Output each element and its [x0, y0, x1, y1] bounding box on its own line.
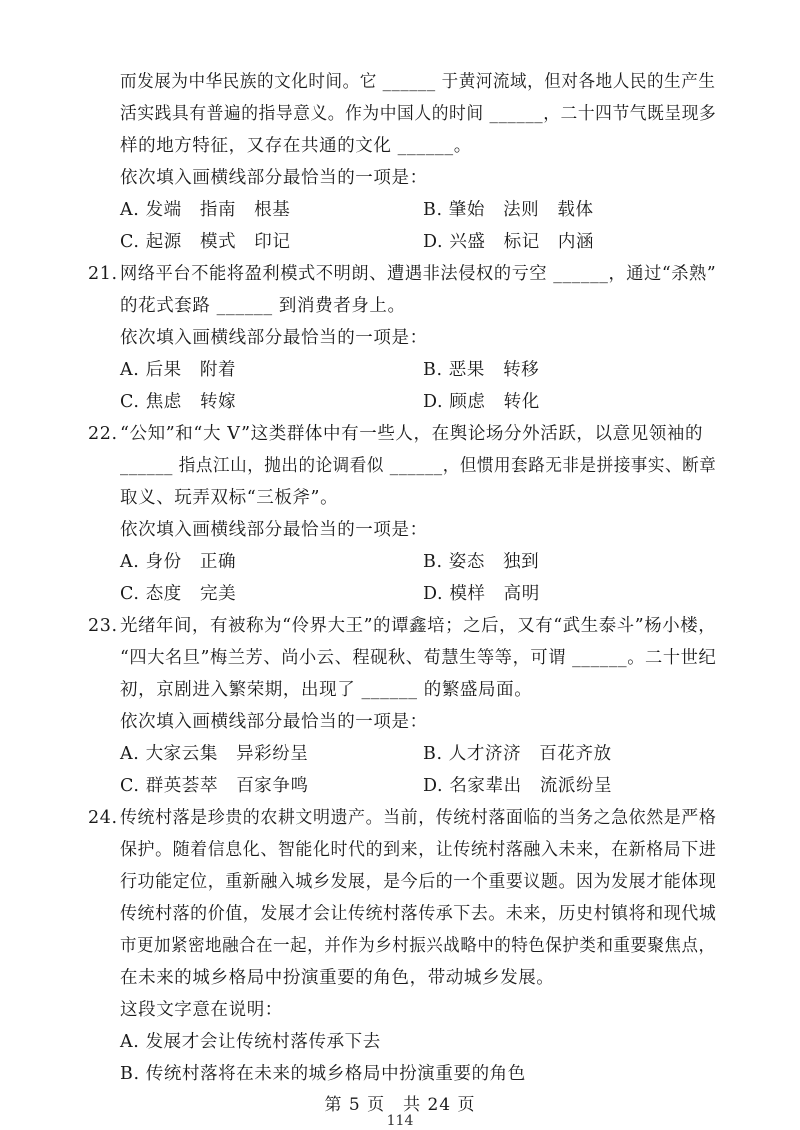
q24-option-b: B. 传统村落将在未来的城乡格局中扮演重要的角色	[120, 1064, 526, 1084]
q24-line-3: 行功能定位，重新融入城乡发展，是今后的一个重要议题。因为发展才能体现	[120, 872, 717, 892]
q22-prompt: 依次填入画横线部分最恰当的一项是：	[120, 520, 428, 540]
q24-line-4: 传统村落的价值，发展才会让传统村落传承下去。未来，历史村镇将和现代城	[120, 904, 717, 924]
q22-line-2: ______ 指点江山，抛出的论调看似 ______，但惯用套路无非是拼接事实、断章	[120, 456, 717, 476]
q21-option-d: D. 顾虑 转化	[423, 392, 540, 412]
q24-option-a: A. 发展才会让传统村落传承下去	[120, 1032, 381, 1052]
q23-number: 23.	[88, 616, 118, 636]
q22-line-3: 取义、玩弄双标“三板斧”。	[120, 488, 339, 508]
page-number: 114	[386, 1113, 414, 1129]
q23-option-a: A. 大家云集 异彩纷呈	[120, 744, 309, 764]
q24-line-6: 在未来的城乡格局中扮演重要的角色，带动城乡发展。	[120, 968, 555, 988]
q20-prompt: 依次填入画横线部分最恰当的一项是：	[120, 168, 428, 188]
q23-prompt: 依次填入画横线部分最恰当的一项是：	[120, 712, 428, 732]
q20-option-d: D. 兴盛 标记 内涵	[423, 232, 595, 252]
q20-option-a: A. 发端 指南 根基	[120, 200, 291, 220]
q24-line-1: 传统村落是珍贵的农耕文明遗产。当前，传统村落面临的当务之急依然是严格	[120, 808, 717, 828]
q22-option-a: A. 身份 正确	[120, 552, 237, 572]
q24-prompt: 这段文字意在说明：	[120, 1000, 283, 1020]
q23-option-d: D. 名家辈出 流派纷呈	[423, 776, 613, 796]
q22-option-d: D. 模样 高明	[423, 584, 540, 604]
q23-option-b: B. 人才济济 百花齐放	[423, 744, 612, 764]
q22-line-1: “公知”和“大 V”这类群体中有一些人，在舆论场分外活跃，以意见领袖的	[120, 424, 704, 444]
q21-line-1: 网络平台不能将盈利模式不明朗、遭遇非法侵权的亏空 ______，通过“杀熟”	[120, 264, 717, 284]
q24-number: 24.	[88, 808, 118, 828]
q20-option-c: C. 起源 模式 印记	[120, 232, 291, 252]
q23-line-3: 初，京剧进入繁荣期，出现了 ______ 的繁盛局面。	[120, 680, 533, 700]
page-footer-label: 第 5 页 共 24 页	[324, 1095, 476, 1115]
q21-option-c: C. 焦虑 转嫁	[120, 392, 237, 412]
q21-number: 21.	[88, 264, 118, 284]
q24-line-5: 市更加紧密地融合在一起，并作为乡村振兴战略中的特色保护类和重要聚焦点，	[120, 936, 716, 956]
q22-number: 22.	[88, 424, 118, 444]
q22-option-b: B. 姿态 独到	[423, 552, 540, 572]
q20-line-1: 而发展为中华民族的文化时间。它 ______ 于黄河流域，但对各地人民的生产生	[120, 72, 716, 92]
q21-option-a: A. 后果 附着	[120, 360, 237, 380]
q23-line-1: 光绪年间，有被称为“伶界大王”的谭鑫培；之后，又有“武生泰斗”杨小楼，	[120, 616, 717, 636]
q22-option-c: C. 态度 完美	[120, 584, 237, 604]
q21-option-b: B. 恶果 转移	[423, 360, 540, 380]
q21-line-2: 的花式套路 ______ 到消费者身上。	[120, 296, 406, 316]
q23-option-c: C. 群英荟萃 百家争鸣	[120, 776, 309, 796]
q20-option-b: B. 肇始 法则 载体	[423, 200, 594, 220]
q21-prompt: 依次填入画横线部分最恰当的一项是：	[120, 328, 428, 348]
q23-line-2: “四大名旦”梅兰芳、尚小云、程砚秋、荀慧生等等，可谓 ______。二十世纪	[120, 648, 717, 668]
q20-line-3: 样的地方特征，又存在共通的文化 ______。	[120, 136, 472, 156]
q24-line-2: 保护。随着信息化、智能化时代的到来，让传统村落融入未来，在新格局下进	[120, 840, 717, 860]
q20-line-2: 活实践具有普遍的指导意义。作为中国人的时间 ______，二十四节气既呈现多	[120, 104, 717, 124]
